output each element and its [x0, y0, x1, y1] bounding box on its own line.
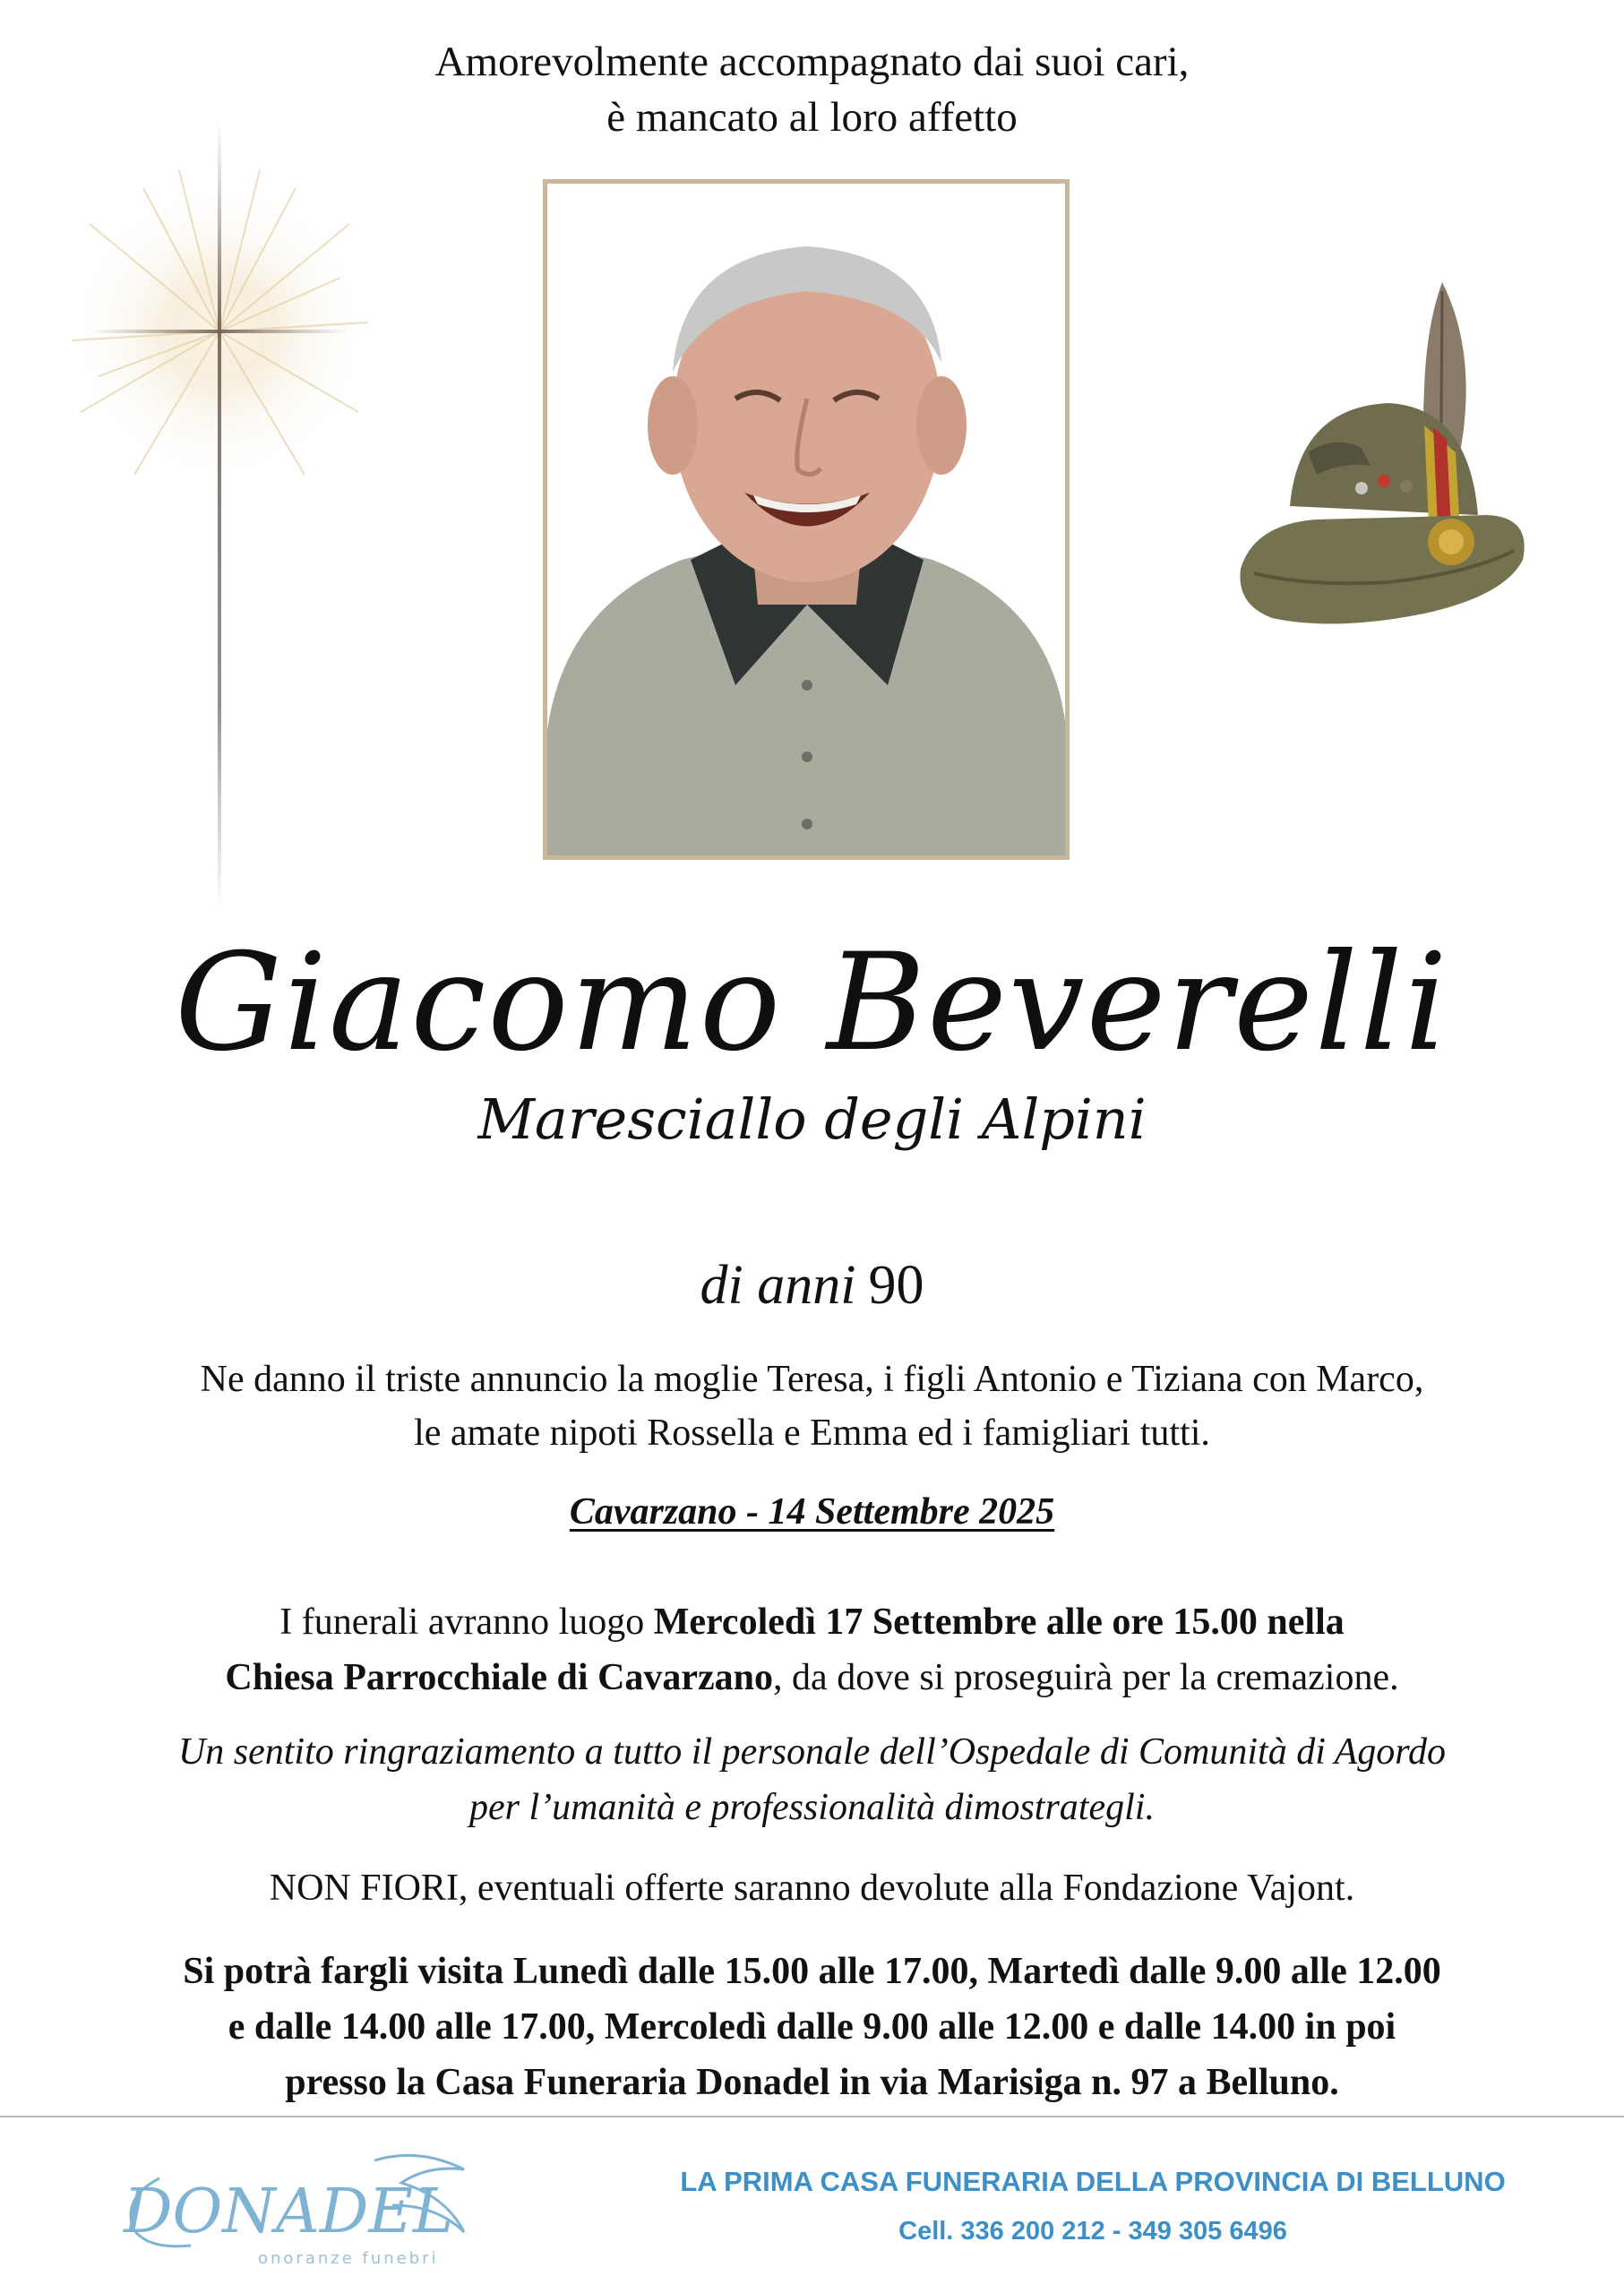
funeral-l1-b: Mercoledì 17 Settembre alle ore 15.00 nella [653, 1602, 1345, 1643]
footer-divider [0, 2116, 1624, 2117]
place-date-text: Cavarzano - 14 Settembre 2025 [569, 1491, 1055, 1533]
funeral-l2-a: Chiesa Parrocchiale di Cavarzano [225, 1657, 774, 1698]
deceased-name: Giacomo Beverelli [175, 925, 1449, 1081]
portrait-photo [543, 179, 1070, 860]
footer-tagline: LA PRIMA CASA FUNERARIA DELLA PROVINCIA DI BELLUNO [680, 2166, 1506, 2197]
thanks-line-2: per l’umanità e professionalità dimostrategli. [469, 1787, 1155, 1828]
announcement-line-1: Ne danno il triste annuncio la moglie Teresa, i figli Antonio e Tiziana con Marco, [200, 1359, 1424, 1400]
place-date [0, 1487, 1624, 1537]
logo-subtitle: onoranze funebri [258, 2249, 439, 2268]
intro-line-2: è mancato al loro affetto [606, 94, 1018, 141]
portrait-illustration [547, 184, 1065, 855]
non-fiori-text: NON FIORI, eventuali offerte saranno devolute alla Fondazione Vajont. [269, 1868, 1355, 1909]
visits-line-1: Si potrà fargli visita Lunedì dalle 15.00 alle 17.00, Martedì dalle 9.00 alle 12.00 [183, 1951, 1441, 1992]
funeral-info [0, 1594, 1624, 1705]
donadel-logo [106, 2143, 491, 2277]
footer-phone: Cell. 336 200 212 - 349 305 6496 [898, 2217, 1287, 2246]
visits-line-3: presso la Casa Funeraria Donadel in via Marisiga n. 97 a Belluno. [285, 2062, 1339, 2103]
visits-info [0, 1944, 1624, 2110]
funeral-line-2 [0, 1650, 1624, 1705]
deceased-rank: Maresciallo degli Alpini [477, 1086, 1147, 1152]
deceased-age [0, 1250, 1624, 1321]
thanks-text [0, 1724, 1624, 1835]
thanks-line-1: Un sentito ringraziamento a tutto il personale dell’Ospedale di Comunità di Agordo [177, 1731, 1447, 1773]
age-prefix: di anni [700, 1255, 856, 1316]
announcement [0, 1353, 1624, 1460]
announcement-line-2: le amate nipoti Rossella e Emma ed i famigliari tutti. [414, 1413, 1210, 1454]
logo-wordmark: DONADEL [124, 2177, 454, 2247]
funeral-l1-a: I funerali avranno luogo [279, 1602, 654, 1643]
funeral-line-1 [0, 1594, 1624, 1650]
star-cross-icon [54, 116, 385, 923]
age-number: 90 [868, 1255, 924, 1316]
alpine-hat-icon [1236, 273, 1532, 658]
funeral-l2-b: , da dove si proseguirà per la cremazione. [773, 1657, 1399, 1698]
intro-line-1: Amorevolmente accompagnato dai suoi cari, [434, 39, 1190, 85]
visits-line-2: e dalle 14.00 alle 17.00, Mercoledì dalle 9.00 alle 12.00 e dalle 14.00 in poi [228, 2006, 1396, 2048]
